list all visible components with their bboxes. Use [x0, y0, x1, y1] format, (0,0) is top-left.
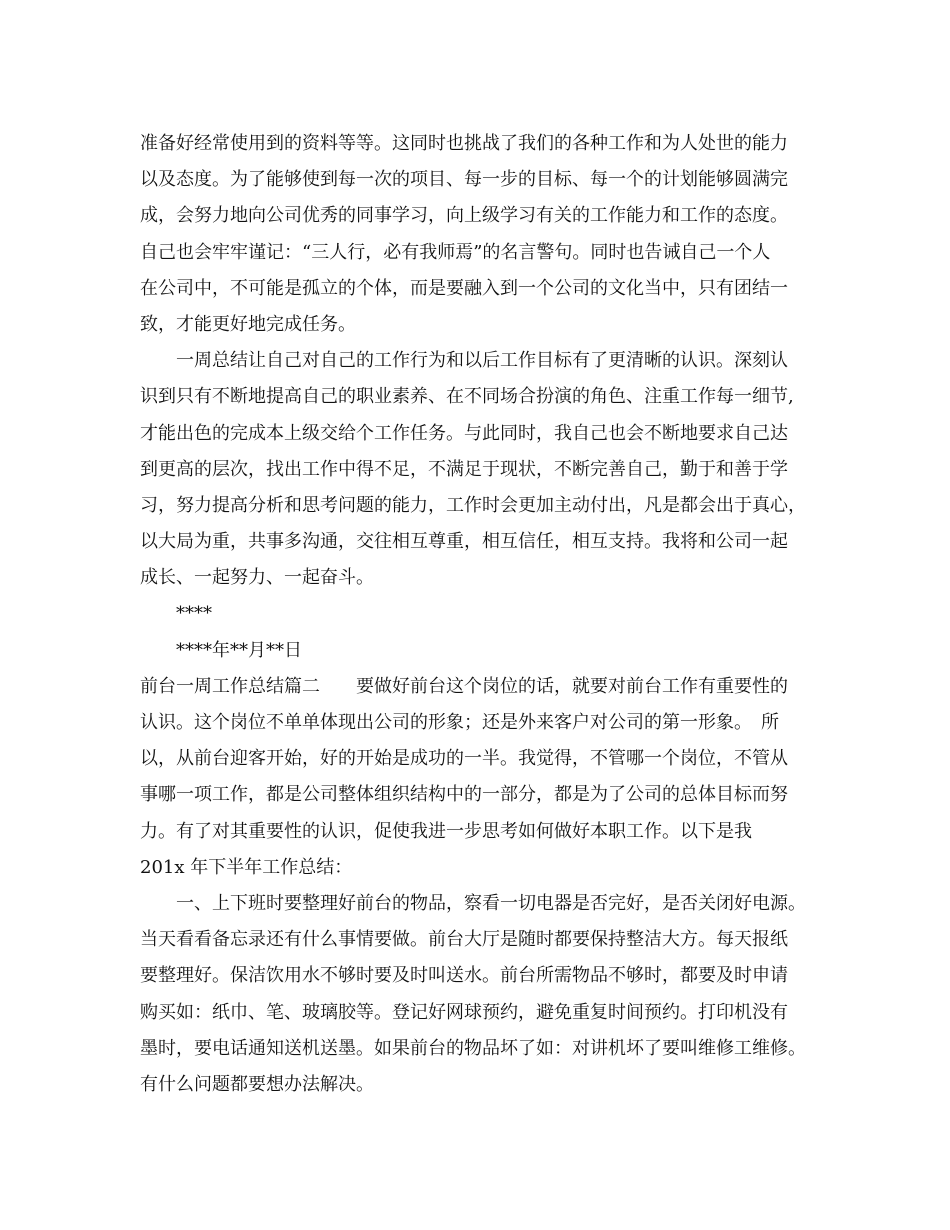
document-body — [140, 126, 830, 1103]
text-line: 前台一周工作总结篇二 要做好前台这个岗位的话，就要对前台工作有重要性的 — [140, 675, 788, 697]
text-line: 才能出色的完成本上级交给个工作任务。与此同时，我自己也会不断地要求自己达 — [140, 422, 788, 444]
text-line: 一周总结让自己对自己的工作行为和以后工作目标有了更清晰的认识。深刻认 — [176, 350, 788, 372]
text-line: 成，会努力地向公司优秀的同事学习，向上级学习有关的工作能力和工作的态度。 — [140, 205, 788, 227]
text-line: 以及态度。为了能够使到每一次的项目、每一步的目标、每一个的计划能够圆满完 — [140, 169, 788, 191]
text-line: 自己也会牢牢谨记：“三人行，必有我师焉”的名言警句。同时也告诫自己一个人 — [140, 241, 771, 263]
text-line: 成长、一起努力、一起奋斗。 — [140, 567, 374, 589]
text-line: 在公司中，不可能是孤立的个体，而是要融入到一个公司的文化当中，只有团结一 — [140, 277, 788, 299]
text-line: ****年**月**日 — [176, 639, 302, 661]
text-line: 习，努力提高分析和思考问题的能力，工作时会更加主动付出，凡是都会出于真心， — [140, 494, 806, 516]
text-line: 认识。这个岗位不单单体现出公司的形象；还是外来客户对公司的第一形象。 所 — [140, 712, 779, 733]
text-line: 事哪一项工作，都是公司整体组织结构中的一部分，都是为了公司的总体目标而努 — [140, 784, 788, 806]
text-line: 要整理好。保洁饮用水不够时要及时叫送水。前台所需物品不够时，都要及时申请 — [140, 965, 788, 987]
text-line: 一、上下班时要整理好前台的物品，察看一切电器是否完好，是否关闭好电源。 — [176, 892, 806, 914]
text-line: 以，从前台迎客开始，好的开始是成功的一半。我觉得，不管哪一个岗位，不管从 — [140, 748, 788, 770]
text-line: 识到只有不断地提高自己的职业素养、在不同场合扮演的角色、注重工作每一细节, — [140, 386, 794, 408]
text-line: 购买如：纸巾、笔、玻璃胶等。登记好网球预约，避免重复时间预约。打印机没有 — [140, 1001, 788, 1023]
text-line: 以大局为重，共事多沟通，交往相互尊重，相互信任，相互支持。我将和公司一起 — [140, 531, 788, 553]
text-line: 当天看看备忘录还有什么事情要做。前台大厅是随时都要保持整洁大方。每天报纸 — [140, 929, 788, 951]
text-line: 有什么问题都要想办法解决。 — [140, 1073, 374, 1095]
text-line: 墨时，要电话通知送机送墨。如果前台的物品坏了如：对讲机坏了要叫维修工维修。 — [140, 1037, 806, 1059]
text-line: 致，才能更好地完成任务。 — [140, 313, 356, 335]
text-line: 到更高的层次，找出工作中得不足，不满足于现状，不断完善自己，勤于和善于学 — [140, 458, 788, 480]
text-line: **** — [176, 603, 212, 625]
text-line: 201x 年下半年工作总结： — [140, 856, 353, 878]
text-line: 力。有了对其重要性的认识，促使我进一步思考如何做好本职工作。以下是我 — [140, 820, 752, 842]
text-line: 准备好经常使用到的资料等等。这同时也挑战了我们的各种工作和为人处世的能力 — [140, 133, 788, 154]
